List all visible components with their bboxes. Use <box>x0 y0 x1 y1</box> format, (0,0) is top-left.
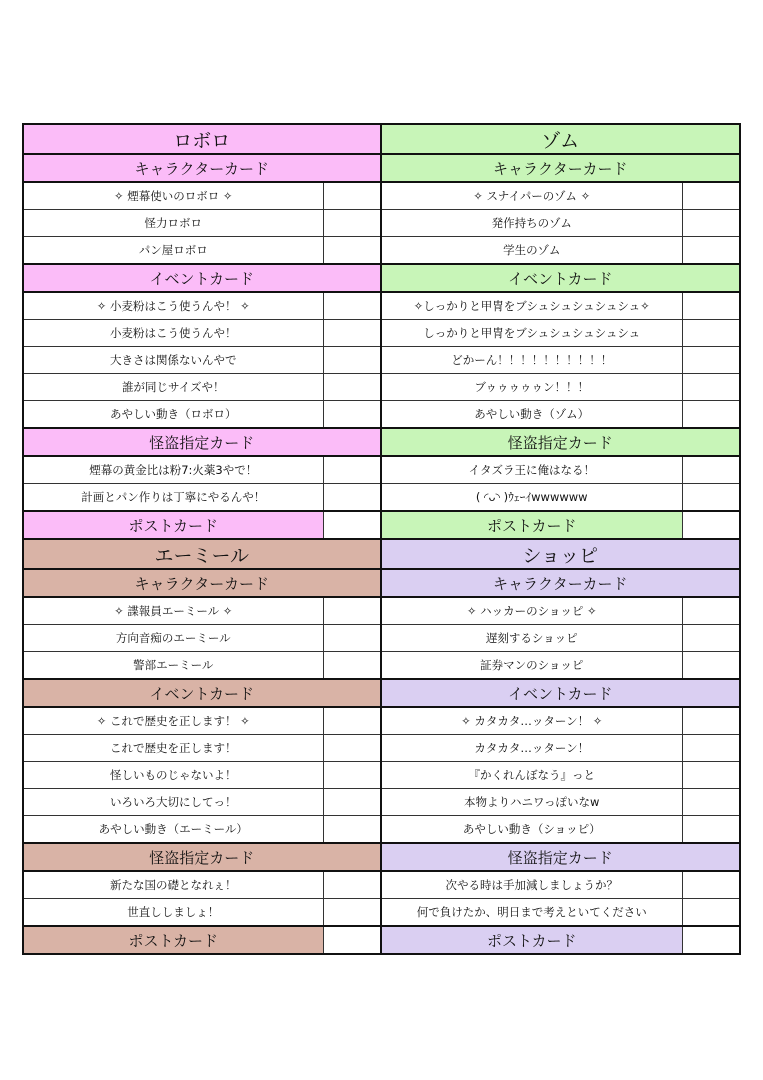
card-name: ✧ スナイパーのゾム ✧ <box>473 189 591 203</box>
card-name: 『かくれんぼなう』っと <box>468 768 595 782</box>
section-header-character: キャラクターカード <box>24 155 380 183</box>
checkbox-cell[interactable] <box>323 512 380 538</box>
card-row <box>24 237 380 265</box>
checkbox-cell[interactable] <box>682 320 739 346</box>
card-row <box>382 237 740 265</box>
card-name: カタカタ…ッターン！ <box>474 741 590 755</box>
character-block <box>24 540 382 953</box>
card-name: 方向音痴のエーミール <box>115 631 231 645</box>
character-block <box>382 125 740 540</box>
card-row <box>382 484 740 512</box>
checkbox-cell[interactable] <box>682 374 739 400</box>
section-header-event: イベントカード <box>24 680 380 708</box>
card-row <box>382 762 740 789</box>
card-name: パン屋ロボロ <box>138 243 208 257</box>
section-header-event: イベントカード <box>382 680 740 708</box>
card-row <box>382 816 740 844</box>
section-header-event: イベントカード <box>382 265 740 293</box>
card-name: 世直ししましょ！ <box>127 905 220 919</box>
card-name: あやしい動き（ロボロ） <box>110 407 237 421</box>
checkbox-cell[interactable] <box>323 652 380 678</box>
card-row <box>24 762 380 789</box>
checkbox-cell[interactable] <box>323 735 380 761</box>
checkbox-cell[interactable] <box>323 484 380 510</box>
card-row <box>24 816 380 844</box>
checkbox-cell[interactable] <box>682 401 739 427</box>
checkbox-cell[interactable] <box>323 183 380 209</box>
card-row <box>382 625 740 652</box>
card-name: 何で負けたか、明日まで考えといてください <box>416 905 647 919</box>
section-header-character: キャラクターカード <box>382 570 740 598</box>
card-name: 怪力ロボロ <box>144 216 202 230</box>
card-row <box>24 347 380 374</box>
card-name: 小麦粉はこう使うんや！ <box>110 326 237 340</box>
section-header-phantom: 怪盗指定カード <box>382 844 740 872</box>
checkbox-cell[interactable] <box>323 625 380 651</box>
card-name: ブゥゥゥゥゥン！！！ <box>474 380 589 394</box>
character-block <box>24 125 382 540</box>
card-row <box>24 598 380 625</box>
card-name: 証券マンのショッピ <box>480 658 584 672</box>
character-name-header: エーミール <box>24 540 380 570</box>
card-name: 新たな国の礎となれぇ！ <box>110 878 237 892</box>
card-row <box>382 652 740 680</box>
card-name: 学生のゾム <box>503 243 561 257</box>
card-name: 警部エーミール <box>133 658 214 672</box>
card-name: これで歴史を正します！ <box>110 741 237 755</box>
card-name: ✧ ハッカーのショッピ ✧ <box>466 604 597 618</box>
checkbox-cell[interactable] <box>323 210 380 236</box>
checkbox-cell[interactable] <box>682 899 739 925</box>
checkbox-cell[interactable] <box>682 598 739 624</box>
checkbox-cell[interactable] <box>323 762 380 788</box>
card-row <box>382 735 740 762</box>
card-name: ✧ これで歴史を正します！ ✧ <box>96 714 250 728</box>
checkbox-cell[interactable] <box>323 927 380 953</box>
card-row <box>382 789 740 816</box>
card-name: ✧ 煙幕使いのロボロ ✧ <box>113 189 233 203</box>
checkbox-cell[interactable] <box>682 210 739 236</box>
card-name: ( ◜ᴗ◝ )ｳｪｰｲwwwwww <box>475 490 588 504</box>
checkbox-cell[interactable] <box>682 735 739 761</box>
card-name: あやしい動き（ショッピ） <box>462 822 601 836</box>
checkbox-cell[interactable] <box>323 401 380 427</box>
card-row <box>382 401 740 429</box>
checkbox-cell[interactable] <box>682 708 739 734</box>
card-row <box>24 484 380 512</box>
character-name-header: ロボロ <box>24 125 380 155</box>
checkbox-cell[interactable] <box>323 347 380 373</box>
checkbox-cell[interactable] <box>682 183 739 209</box>
checkbox-cell[interactable] <box>682 347 739 373</box>
checkbox-cell[interactable] <box>323 899 380 925</box>
card-row <box>24 183 380 210</box>
card-row <box>24 708 380 735</box>
section-header-character: キャラクターカード <box>382 155 740 183</box>
postcard-row <box>24 512 380 538</box>
checkbox-cell[interactable] <box>682 512 739 538</box>
checkbox-cell[interactable] <box>323 598 380 624</box>
card-name: ✧ カタカタ…ッターン！ ✧ <box>461 714 603 728</box>
checkbox-cell[interactable] <box>323 789 380 815</box>
card-name: 大きさは関係ないんやで <box>110 353 237 367</box>
card-row <box>24 872 380 899</box>
card-row <box>382 210 740 237</box>
checkbox-cell[interactable] <box>323 237 380 263</box>
card-name: 本物よりハニワっぽいなw <box>464 795 600 809</box>
card-name: 煙幕の黄金比は粉7:火薬3やで！ <box>89 463 258 477</box>
checkbox-cell[interactable] <box>682 762 739 788</box>
checkbox-cell[interactable] <box>682 872 739 898</box>
section-header-phantom: 怪盗指定カード <box>24 429 380 457</box>
checkbox-cell[interactable] <box>323 293 380 319</box>
card-row <box>382 293 740 320</box>
checkbox-cell[interactable] <box>323 457 380 483</box>
section-header-postcard: ポストカード <box>382 512 683 538</box>
checkbox-cell[interactable] <box>323 320 380 346</box>
card-name: ✧ 諜報員エーミール ✧ <box>114 604 233 618</box>
card-row <box>382 320 740 347</box>
checkbox-cell[interactable] <box>682 652 739 678</box>
card-row <box>24 320 380 347</box>
section-header-postcard: ポストカード <box>382 927 683 953</box>
card-row <box>24 789 380 816</box>
card-row <box>24 625 380 652</box>
card-name: イタズラ王に俺はなる！ <box>468 463 595 477</box>
card-name: 怪しいものじゃないよ！ <box>110 768 237 782</box>
card-row <box>24 374 380 401</box>
section-header-postcard: ポストカード <box>24 512 323 538</box>
card-row <box>382 899 740 927</box>
checkbox-cell[interactable] <box>682 457 739 483</box>
checkbox-cell[interactable] <box>323 872 380 898</box>
card-row <box>24 899 380 927</box>
section-header-character: キャラクターカード <box>24 570 380 598</box>
card-row <box>382 872 740 899</box>
character-name-header: ゾム <box>382 125 740 155</box>
character-block <box>382 540 740 953</box>
card-name: どかーん！！！！！！！！！！ <box>451 353 613 367</box>
card-checklist-table <box>22 123 741 955</box>
card-row <box>382 347 740 374</box>
card-name: 誰が同じサイズや！ <box>121 380 225 394</box>
card-name: 発作持ちのゾム <box>491 216 572 230</box>
postcard-row <box>382 512 740 538</box>
checkbox-cell[interactable] <box>682 625 739 651</box>
card-row <box>24 735 380 762</box>
card-row <box>24 401 380 429</box>
section-header-event: イベントカード <box>24 265 380 293</box>
checkbox-cell[interactable] <box>682 484 739 510</box>
section-header-phantom: 怪盗指定カード <box>24 844 380 872</box>
character-name-header: ショッピ <box>382 540 740 570</box>
card-name: あやしい動き（ゾム） <box>474 407 590 421</box>
card-name: しっかりと甲冑をブシュシュシュシュシュ <box>423 326 641 340</box>
card-name: ✧しっかりと甲冑をブシュシュシュシュシュ✧ <box>413 299 650 313</box>
card-row <box>24 210 380 237</box>
card-row <box>382 598 740 625</box>
section-header-phantom: 怪盗指定カード <box>382 429 740 457</box>
checkbox-cell[interactable] <box>323 708 380 734</box>
card-row <box>382 183 740 210</box>
card-name: ✧ 小麦粉はこう使うんや！ ✧ <box>96 299 250 313</box>
checkbox-cell[interactable] <box>682 789 739 815</box>
checkbox-cell[interactable] <box>682 293 739 319</box>
card-name: いろいろ大切にしてっ！ <box>110 795 237 809</box>
card-name: 次やる時は手加減しましょうか？ <box>445 878 618 892</box>
postcard-row <box>24 927 380 953</box>
checkbox-cell[interactable] <box>682 927 739 953</box>
card-name: あやしい動き（エーミール） <box>98 822 248 836</box>
checkbox-cell[interactable] <box>323 374 380 400</box>
card-row <box>24 652 380 680</box>
checkbox-cell[interactable] <box>682 816 739 842</box>
card-row <box>382 457 740 484</box>
postcard-row <box>382 927 740 953</box>
card-name: 遅刻するショッピ <box>485 631 578 645</box>
card-row <box>24 457 380 484</box>
checkbox-cell[interactable] <box>323 816 380 842</box>
section-header-postcard: ポストカード <box>24 927 323 953</box>
card-row <box>382 374 740 401</box>
card-row <box>24 293 380 320</box>
card-row <box>382 708 740 735</box>
checkbox-cell[interactable] <box>682 237 739 263</box>
card-name: 計画とパン作りは丁寧にやるんや！ <box>81 490 266 504</box>
